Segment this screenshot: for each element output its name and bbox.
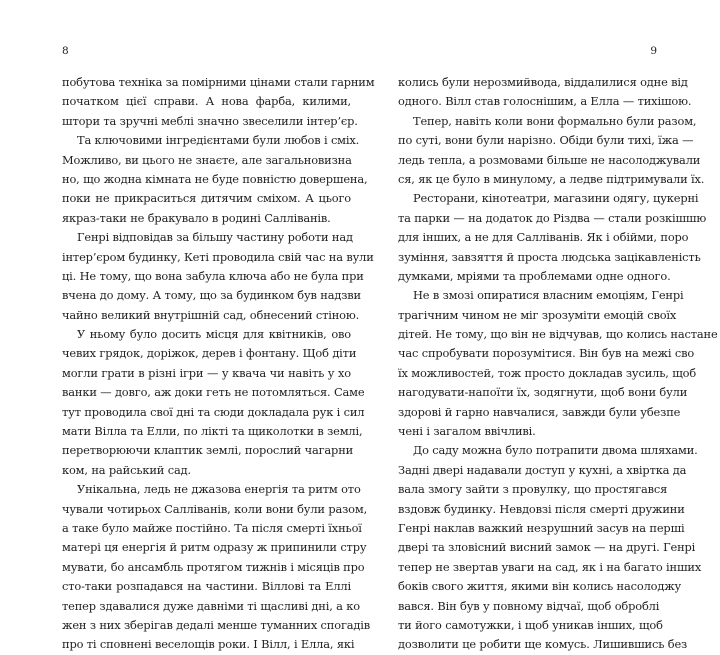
- text-line: одного. Вілл став голоснішим, а Елла — тихішою.: [398, 94, 692, 109]
- text-line: Генрі наклав важкий незрушний засув на перші: [398, 520, 685, 535]
- text-line: а таке було майже постійно. Та після смерті їхньої: [62, 520, 362, 535]
- text-line: початком цієї справи. А нова фарба, килими,: [62, 94, 351, 109]
- text-line: Не в змозі опиратися власним емоціям, Генрі: [413, 288, 684, 303]
- left-page: [62, 0, 375, 652]
- text-line: та парки — на додаток до Різдва — стали розкішшю: [398, 210, 707, 225]
- page-body-text: [398, 73, 718, 655]
- text-line: вався. Він був у повному відчаї, щоб оброблі: [398, 598, 660, 613]
- text-line: мувати, бо ансамбль протягом тижнів і місяців про: [62, 559, 365, 574]
- text-line: Унікальна, ледь не джазова енергія та ритм ото: [77, 482, 361, 497]
- text-line: Та ключовими інгредієнтами були любов і сміх.: [77, 133, 360, 148]
- text-line: До саду можна було потрапити двома шляхами.: [413, 443, 698, 458]
- text-line: вздовж будинку. Невдовзі після смерті дружини: [398, 501, 685, 516]
- text-line: но, що жодна кімната не буде повністю довершена,: [62, 171, 368, 186]
- text-line: про ті сповнені веселощів роки. І Вілл, і Елла, які: [62, 637, 355, 652]
- text-line: трагічним чином не міг зрозуміти емоцій своїх: [398, 307, 677, 322]
- text-line: тепер здавалися дуже давніми ті щасливі дні, а ко: [62, 598, 360, 613]
- text-line: тут проводила свої дні та сюди докладала рук і сил: [62, 404, 365, 419]
- text-line: перетворюючи клаптик землі, порослий чагарни: [62, 443, 354, 458]
- text-line: ледь тепла, а розмовами більше не насолоджували: [398, 152, 701, 167]
- text-line: Генрі відповідав за більшу частину роботи над: [77, 230, 353, 245]
- page-number: 9: [650, 45, 657, 57]
- text-line: ти його самотужки, і щоб уникав інших, щоб: [398, 617, 663, 632]
- text-line: Задні двері надавали доступ у кухні, а хвіртка да: [398, 462, 687, 477]
- text-line: вчена до дому. А тому, що за будинком був надзви: [62, 288, 361, 303]
- text-line: могли грати в різні ігри — у квача чи навіть у хо: [62, 365, 351, 380]
- text-line: нагодувати-напоїти їх, зодягнути, щоб вони були: [398, 385, 688, 400]
- text-line: матері ця енергія й ритм одразу ж припинили стру: [62, 540, 367, 555]
- text-line: Можливо, ви цього не знаєте, але загальновизна: [62, 152, 352, 167]
- text-line: поки не прикраситься дитячим сміхом. А цього: [62, 191, 351, 206]
- text-line: інтер’єром будинку, Кеті проводила свій час на вули: [62, 249, 374, 264]
- text-line: якраз-таки не бракувало в родині Салліванів.: [62, 210, 331, 225]
- text-line: думками, мріями та проблемами одне одного.: [398, 268, 671, 283]
- text-line: чували чотирьох Салліванів, коли вони були разом,: [62, 501, 368, 516]
- text-line: їх можливостей, тож просто докладав зусиль, щоб: [398, 365, 697, 380]
- text-line: ці. Не тому, що вона забула ключа або не була при: [62, 268, 364, 283]
- text-line: побутова техніка за помірними цінами стали гарним: [62, 75, 375, 89]
- page-number: 8: [62, 45, 69, 57]
- text-line: час спробувати порозумітися. Він був на межі сво: [398, 346, 695, 361]
- right-page: [398, 0, 718, 652]
- text-line: зуміння, завзяття й проста людська зацікавленість: [398, 249, 701, 264]
- text-line: Тепер, навіть коли вони формально були разом,: [413, 113, 697, 128]
- text-line: здорові й гарно навчалися, завжди були убезпе: [398, 404, 681, 419]
- text-line: Ресторани, кінотеатри, магазини одягу, цукерні: [413, 191, 699, 206]
- text-line: ком, на райський сад.: [62, 462, 191, 477]
- text-line: ванки — довго, аж доки геть не потомляться. Саме: [62, 385, 365, 400]
- text-line: сто-таки розпадався на частини. Віллові та Еллі: [62, 579, 351, 594]
- text-line: по суті, вони були нарізно. Обіди були тихі, їжа —: [398, 133, 694, 148]
- text-line: чайно великий внутрішній сад, обнесений стіною.: [62, 307, 360, 322]
- text-line: двері та зловісний висний замок — на другі. Генрі: [398, 540, 696, 555]
- text-line: тепер не звертав уваги на сад, як і на багато інших: [398, 559, 702, 574]
- text-line: чевих грядок, доріжок, дерев і фонтану. Щоб діти: [62, 346, 357, 361]
- text-line: дітей. Не тому, що він не відчував, що колись настане: [398, 327, 718, 342]
- text-line: боків свого життя, якими він колись насолоджу: [398, 579, 682, 594]
- text-line: жен з них зберігав дедалі менше туманних спогадів: [62, 617, 371, 632]
- page-body-text: [62, 73, 375, 655]
- text-line: ся, як це було в минулому, а ледве підтримували їх.: [398, 171, 705, 186]
- text-line: У ньому було досить місця для квітників, ово: [77, 327, 351, 342]
- text-line: мати Вілла та Елли, по лікті та щиколотки в землі,: [62, 424, 363, 439]
- text-line: дозволити це робити ще комусь. Лишившись без: [398, 637, 688, 652]
- text-line: колись були нерозмийвода, віддалилися одне від: [398, 75, 688, 89]
- text-line: штори та зручні меблі значно звеселили інтер’єр.: [62, 113, 358, 128]
- text-line: чені і загалом ввічливі.: [398, 424, 536, 439]
- text-line: вала змогу зайти з провулку, що простягався: [398, 482, 668, 497]
- text-line: для інших, а не для Салліванів. Як і обійми, поро: [398, 230, 689, 245]
